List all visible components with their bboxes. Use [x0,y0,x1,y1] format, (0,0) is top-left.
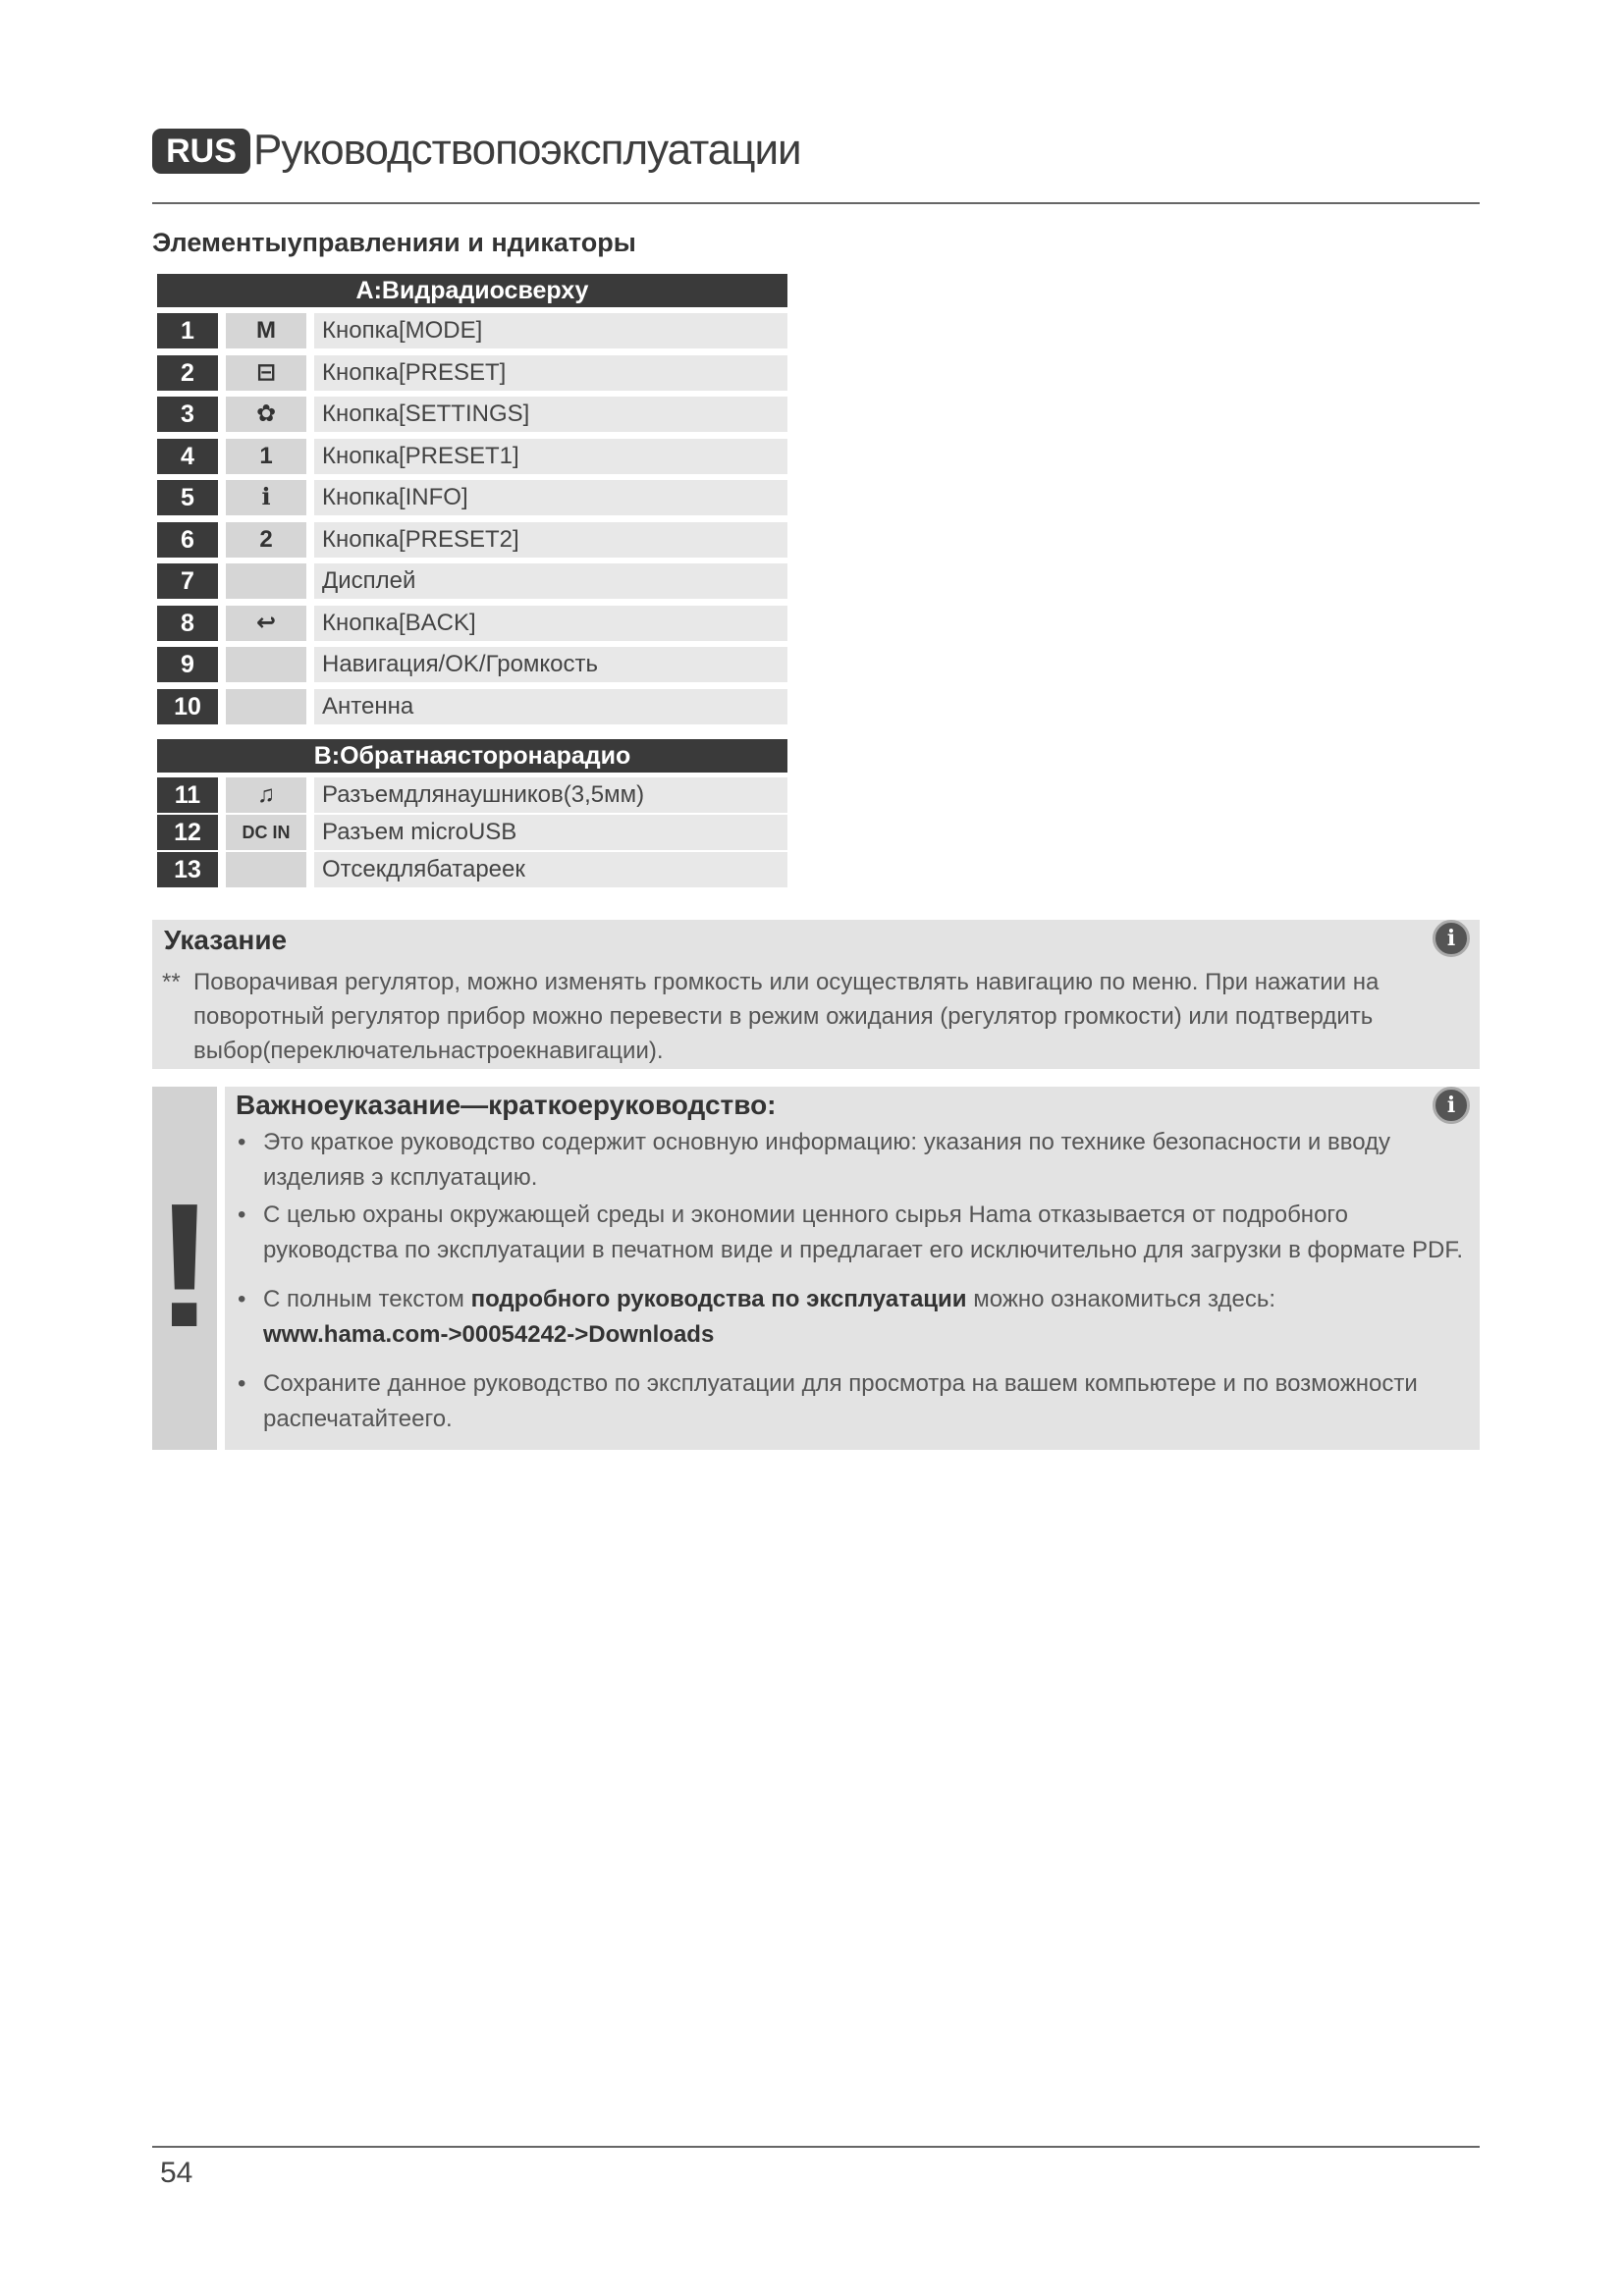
bullet-3-bold: подробного руководства по эксплуатации [470,1286,967,1312]
info-icon: i [1433,1087,1470,1124]
page-number: 54 [160,2157,193,2189]
row-label: Кнопка[PRESET] [314,355,787,391]
table-row [157,355,787,391]
bullet-3-text-end: можно ознакомиться здесь: [973,1286,1276,1312]
table-row [157,777,787,813]
table-row [157,522,787,558]
header-divider [152,202,1480,204]
settings-gear-icon: ✿ [226,397,306,432]
row-number: 9 [157,647,218,682]
dc-in-icon: DC IN [226,815,306,850]
bullet-1-line-2: изделияв э ксплуатацию. [263,1164,538,1191]
row-number: 1 [157,313,218,348]
table-row [157,689,787,724]
bullet-4-line-2: распечатайтеего. [263,1406,453,1432]
list-item [236,1366,1473,1437]
bullet-2-line-2: руководства по эксплуатации в печатном виде и предлагает его исключительно для загрузки в формате PDF. [263,1237,1464,1263]
table-row [157,439,787,474]
table-row [157,815,787,850]
row-label: Кнопка[PRESET1] [314,439,787,474]
exclamation-icon: ! [155,1167,214,1364]
icon-cell [226,852,306,887]
preset-save-icon: ⊟ [226,355,306,391]
row-label: Кнопка[SETTINGS] [314,397,787,432]
table-a-title: A:Видрадиосверху [157,274,787,307]
icon-cell [226,563,306,599]
row-number: 4 [157,439,218,474]
row-number: 12 [157,815,218,850]
row-label: Кнопка[MODE] [314,313,787,348]
row-label: Антенна [314,689,787,724]
bullet-3-text: С полным текстом [263,1286,464,1312]
note-line-1: Поворачивая регулятор, можно изменять громкость или осуществлять навигацию по меню. При нажатии на [193,969,1380,995]
bullet-1-line-1: Это краткое руководство содержит основную информацию: указания по технике безопасности и вводу [263,1129,1391,1155]
bullet-4-line-1: Сохраните данное руководство по эксплуатации для просмотра на вашем компьютере и по возможности [263,1370,1418,1397]
important-list [236,1125,1473,1439]
icon-cell [226,647,306,682]
note-line-2: поворотный регулятор прибор можно перевести в режим ожидания (регулятор громкости) или подтвердить [193,1003,1374,1030]
download-link[interactable]: www.hama.com->00054242->Downloads [263,1321,715,1348]
table-row [157,647,787,682]
preset1-icon: 1 [226,439,306,474]
row-label: Кнопка[INFO] [314,480,787,515]
preset2-icon: 2 [226,522,306,558]
list-item [236,1198,1473,1268]
table-row [157,480,787,515]
row-label: Кнопка[PRESET2] [314,522,787,558]
row-number: 7 [157,563,218,599]
row-number: 13 [157,852,218,887]
row-number: 3 [157,397,218,432]
bullet-2-line-1: С целью охраны окружающей среды и экономии ценного сырья Hama отказывается от подробного [263,1201,1348,1228]
note-text [162,965,1429,1068]
page-title: Руководствопоэксплуатации [253,126,801,174]
row-label: Разъем microUSB [314,815,787,850]
list-item [236,1282,1473,1353]
row-number: 6 [157,522,218,558]
table-row [157,397,787,432]
row-label: Разъемдлянаушников(3,5мм) [314,777,787,813]
note-title: Указание [164,925,288,955]
info-icon: i [1433,920,1470,957]
table-row [157,313,787,348]
section-heading: Элементыуправленияи и ндикаторы [152,228,636,257]
icon-cell [226,689,306,724]
language-badge: RUS [152,129,250,174]
info-icon: ℹ [226,480,306,515]
table-row [157,606,787,641]
back-icon: ↩ [226,606,306,641]
table-row [157,563,787,599]
row-label: Дисплей [314,563,787,599]
important-title: Важноеуказание—краткоеруководство: [236,1090,777,1120]
row-label: Кнопка[BACK] [314,606,787,641]
row-label: Навигация/OK/Громкость [314,647,787,682]
row-label: Отсекдлябатареек [314,852,787,887]
table-b-title: B:Обратнаясторонарадио [157,739,787,773]
table-row [157,852,787,887]
note-line-3: выбор(переключательнастроекнавигации). [193,1038,664,1064]
row-number: 2 [157,355,218,391]
row-number: 11 [157,777,218,813]
mode-icon: M [226,313,306,348]
footer-divider [152,2146,1480,2148]
row-number: 8 [157,606,218,641]
list-item [236,1125,1473,1196]
row-number: 5 [157,480,218,515]
note-asterisks: ** [162,969,181,995]
headphones-icon: ♫ [226,777,306,813]
row-number: 10 [157,689,218,724]
